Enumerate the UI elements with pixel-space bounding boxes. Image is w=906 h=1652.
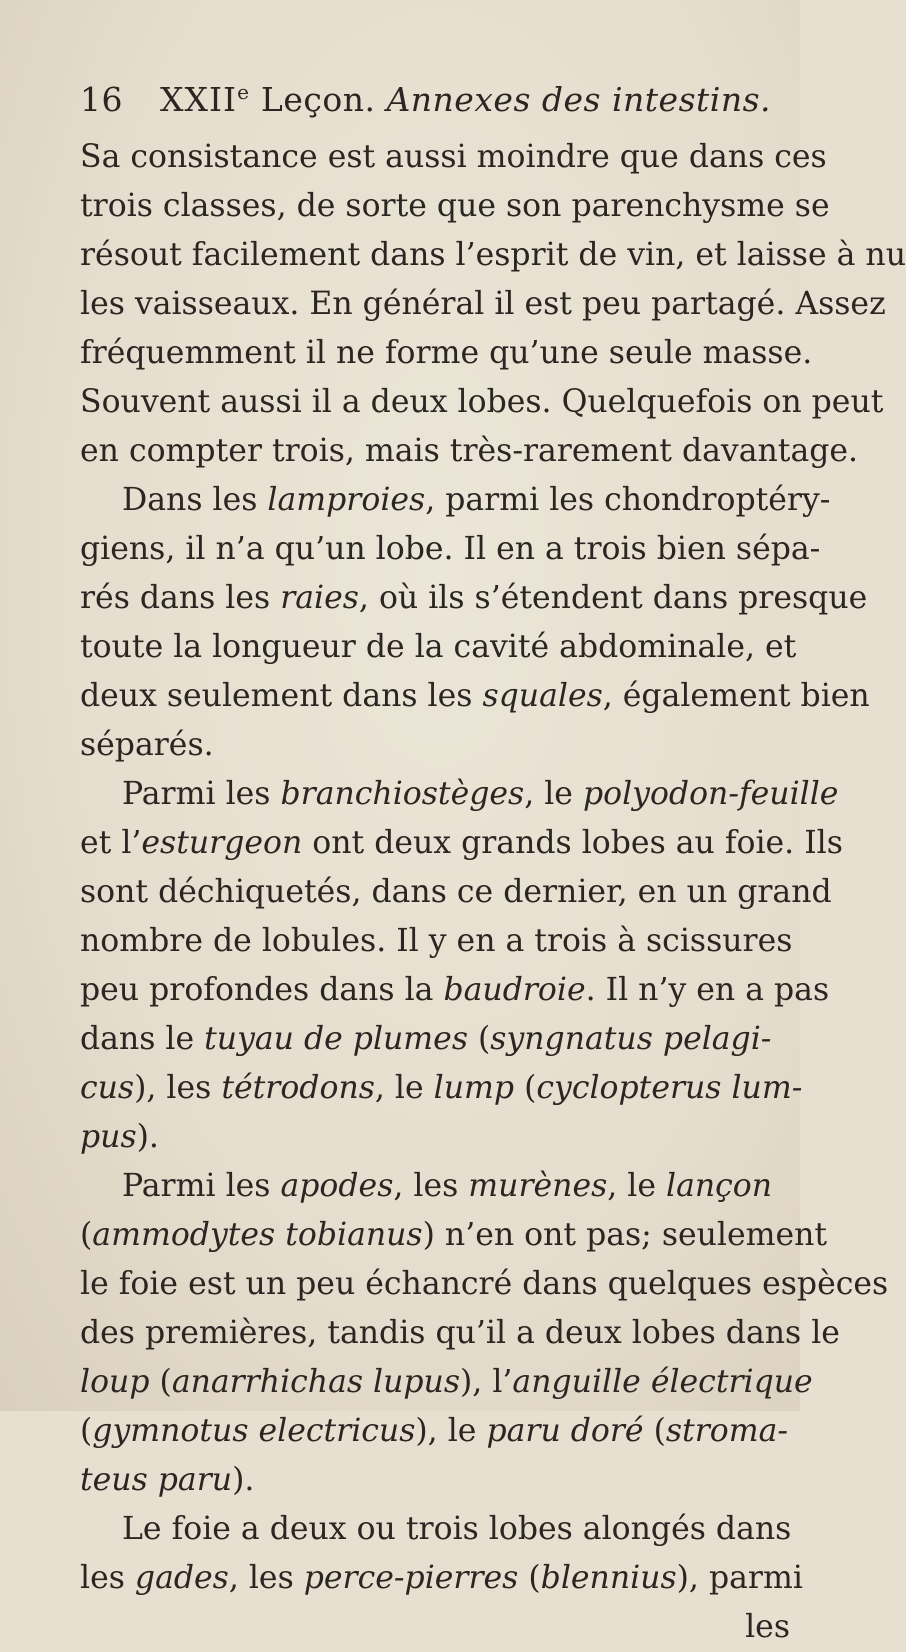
italic-term: ammodytes tobianus xyxy=(92,1217,423,1253)
text-line xyxy=(80,1456,800,1505)
text-line xyxy=(80,917,800,966)
text-segment: et l’ xyxy=(80,825,142,861)
text-line xyxy=(80,1211,828,1260)
text-segment: ). xyxy=(232,1462,255,1498)
running-header xyxy=(80,80,771,119)
italic-term: lamproies xyxy=(267,482,426,518)
text-line xyxy=(80,574,868,623)
italic-term: cyclopterus lum- xyxy=(536,1070,803,1106)
text-segment: ( xyxy=(467,1021,491,1057)
italic-term: teus paru xyxy=(80,1462,233,1498)
text-segment: ), le xyxy=(415,1413,487,1449)
text-line xyxy=(80,770,839,819)
text-segment: dans le xyxy=(80,1021,205,1057)
italic-term: cus xyxy=(80,1070,135,1106)
text-segment: giens, il n’a qu’un lobe. Il en a trois bien sépa- xyxy=(80,531,821,567)
text-line xyxy=(80,1015,800,1064)
italic-term: polyodon-feuille xyxy=(582,776,839,812)
text-segment: rés dans les xyxy=(80,580,281,616)
text-segment: Parmi les xyxy=(122,776,281,812)
text-segment: Le foie a deux ou trois lobes alongés dans xyxy=(122,1511,792,1547)
italic-term: blennius xyxy=(540,1560,677,1596)
italic-term: stroma- xyxy=(665,1413,789,1449)
text-line xyxy=(80,672,870,721)
text-segment: deux seulement dans les xyxy=(80,678,483,714)
text-line xyxy=(80,231,906,280)
text-line xyxy=(80,1505,800,1554)
italic-term: anarrhichas lupus xyxy=(171,1364,461,1400)
body-text xyxy=(80,133,906,1652)
text-line xyxy=(80,1358,813,1407)
text-line xyxy=(80,476,831,525)
text-segment: toute la longueur de la cavité abdominale, et xyxy=(80,629,797,665)
text-segment: , le xyxy=(374,1070,434,1106)
catchword: les xyxy=(745,1609,790,1645)
text-segment: fréquemment il ne forme qu’une seule masse. xyxy=(80,335,813,371)
text-line xyxy=(80,1554,803,1603)
text-line xyxy=(80,1407,800,1456)
text-segment: ), parmi xyxy=(676,1560,803,1596)
lecon-number: XXIIe xyxy=(160,80,250,119)
text-segment: Parmi les xyxy=(122,1168,281,1204)
text-segment: des premières, tandis qu’il a deux lobes dans le xyxy=(80,1315,840,1351)
text-segment: ), l’ xyxy=(460,1364,513,1400)
page-number: 16 xyxy=(80,80,123,119)
text-segment: , également bien xyxy=(602,678,870,714)
text-line xyxy=(80,525,821,574)
italic-term: branchiostèges xyxy=(280,776,525,812)
text-segment: ). xyxy=(136,1119,159,1155)
chapter-subtitle: Annexes des intestins. xyxy=(386,80,771,119)
italic-term: esturgeon xyxy=(141,825,303,861)
text-segment: peu profondes dans la xyxy=(80,972,444,1008)
lecon-word: Leçon. xyxy=(260,80,376,119)
italic-term: raies xyxy=(280,580,359,616)
text-line xyxy=(80,868,832,917)
text-segment: sont déchiquetés, dans ce dernier, en un grand xyxy=(80,874,832,910)
text-segment: ( xyxy=(514,1070,537,1106)
text-segment: en compter trois, mais très-rarement davantage. xyxy=(80,433,859,469)
italic-term: syngnatus pelagi- xyxy=(490,1021,772,1057)
italic-term: anguille électrique xyxy=(512,1364,813,1400)
text-segment: , le xyxy=(524,776,583,812)
text-segment: , où ils s’étendent dans presque xyxy=(358,580,868,616)
text-segment: Sa consistance est aussi moindre que dans ces xyxy=(80,139,827,175)
italic-term: murènes xyxy=(468,1168,608,1204)
italic-term: perce-pierres xyxy=(303,1560,519,1596)
text-segment: . Il n’y en a pas xyxy=(585,972,830,1008)
text-line xyxy=(80,427,859,476)
italic-term: paru doré xyxy=(486,1413,644,1449)
italic-term: lançon xyxy=(666,1168,773,1204)
text-segment: ), les xyxy=(134,1070,222,1106)
text-line xyxy=(80,329,813,378)
text-line xyxy=(80,623,800,672)
text-segment: séparés. xyxy=(80,727,214,763)
italic-term: apodes xyxy=(280,1168,394,1204)
text-segment: résout facilement dans l’esprit de vin, et laisse à nu xyxy=(80,237,906,273)
text-line xyxy=(80,1064,803,1113)
italic-term: squales xyxy=(482,678,603,714)
text-line xyxy=(80,721,800,770)
italic-term: lump xyxy=(433,1070,515,1106)
text-line xyxy=(80,966,830,1015)
text-line xyxy=(80,280,886,329)
text-line xyxy=(80,1113,800,1162)
italic-term: tuyau de plumes xyxy=(204,1021,468,1057)
text-segment: , les xyxy=(228,1560,304,1596)
text-segment: Souvent aussi il a deux lobes. Quelquefois on peut xyxy=(80,384,884,420)
text-segment: ont deux grands lobes au foie. Ils xyxy=(302,825,843,861)
text-segment: , le xyxy=(607,1168,667,1204)
text-segment: , les xyxy=(393,1168,469,1204)
text-line xyxy=(80,182,830,231)
italic-term: gades xyxy=(134,1560,229,1596)
text-line xyxy=(80,1260,889,1309)
text-segment: le foie est un peu échancré dans quelques espèces xyxy=(80,1266,889,1302)
text-segment: les vaisseaux. En général il est peu partagé. Assez xyxy=(80,286,886,322)
text-segment: ( xyxy=(518,1560,541,1596)
italic-term: tétrodons xyxy=(221,1070,375,1106)
text-line xyxy=(80,133,827,182)
text-segment: Dans les xyxy=(122,482,268,518)
text-segment: ( xyxy=(643,1413,666,1449)
italic-term: loup xyxy=(80,1364,150,1400)
text-segment: ( xyxy=(149,1364,172,1400)
text-segment: ( xyxy=(80,1217,93,1253)
text-segment: trois classes, de sorte que son parenchysme se xyxy=(80,188,830,224)
text-segment: , parmi les chondroptéry- xyxy=(425,482,831,518)
italic-term: baudroie xyxy=(443,972,586,1008)
text-segment: nombre de lobules. Il y en a trois à scissures xyxy=(80,923,793,959)
text-line xyxy=(80,1162,800,1211)
text-segment: ) n’en ont pas; seulement xyxy=(422,1217,828,1253)
text-line xyxy=(80,1309,840,1358)
italic-term: gymnotus electricus xyxy=(92,1413,416,1449)
text-segment: ( xyxy=(80,1413,93,1449)
text-line xyxy=(80,819,843,868)
text-line xyxy=(80,378,884,427)
text-segment: les xyxy=(80,1560,135,1596)
italic-term: pus xyxy=(80,1119,137,1155)
